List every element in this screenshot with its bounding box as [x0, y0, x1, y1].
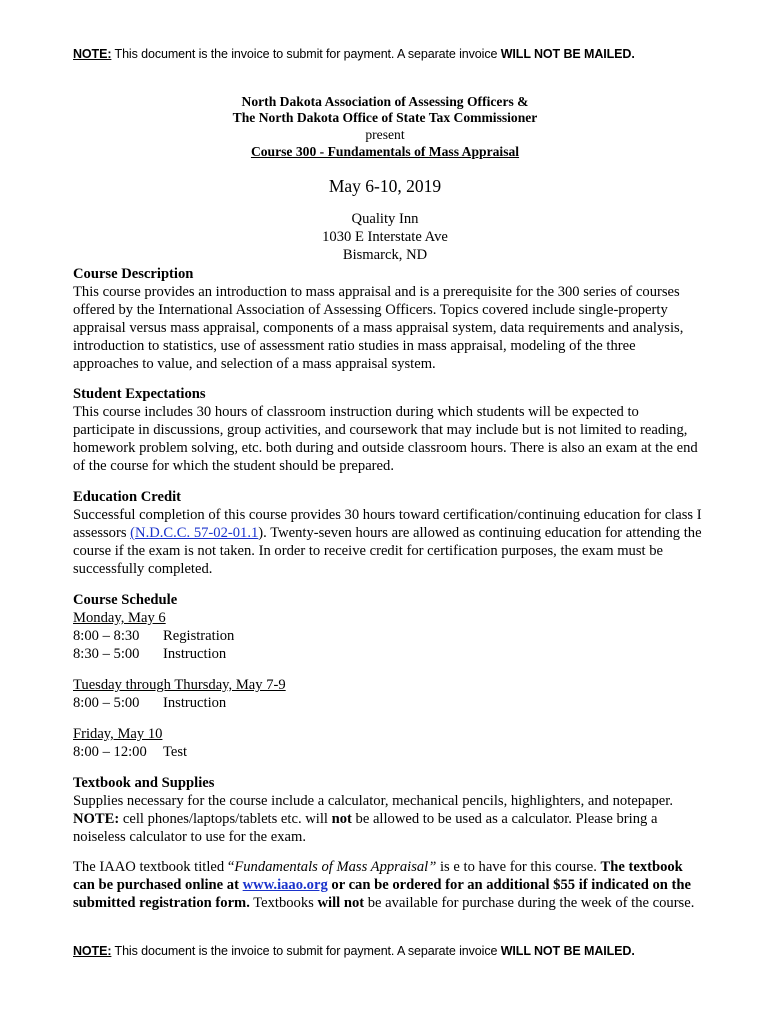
venue-name: Quality Inn [351, 211, 419, 227]
education-credit-heading: Education Credit [73, 489, 181, 505]
schedule-day-friday-block [73, 725, 703, 761]
supplies-line1: Supplies necessary for the course include a calculator, mechanical pencils, highlighters, and notepaper. [73, 793, 673, 809]
textbook-t4: be available for purchase during the week of the course. [364, 895, 695, 911]
course-description-heading: Course Description [73, 266, 194, 282]
schedule-time: 8:00 – 5:00 [73, 695, 140, 711]
textbook-t2: is e to have for this course. [436, 859, 601, 875]
supplies-note-not: not [331, 811, 352, 827]
textbook-t1: The IAAO textbook titled “ [73, 859, 235, 875]
credit-text-after: ). Twenty-seven hours are allowed as continuing education for attending the course if the exam is not taken. In order to receive credit for certification purposes, the exam must be successfully completed. [73, 525, 702, 577]
course-title-text: Course 300 - Fundamentals of Mass Appraisal [250, 144, 520, 159]
supplies-note-label: NOTE: [73, 811, 120, 827]
schedule-row [73, 694, 703, 712]
course-description-text: This course provides an introduction to mass appraisal and is a prerequisite for the 300 series of courses offered by the International Association of Assessing Officers. Topics covered include single-property appraisal versus mass appraisal, components of a mass appraisal system, data requirements and analysis, introduction to statistics, use of assessment ratio studies in mass appraisal, modeling of the three approaches to value, and selection of a mass appraisal system. [73, 284, 684, 372]
schedule-day-tue-thu-block [73, 676, 703, 712]
schedule-day-friday: Friday, May 10 [73, 726, 163, 742]
schedule-day-tue-thu: Tuesday through Thursday, May 7-9 [73, 677, 286, 693]
ndcc-link-text: N.D.C.C. 57-02-01.1 [135, 525, 259, 541]
note-label: NOTE: [73, 47, 112, 61]
invoice-note-top [73, 47, 635, 61]
schedule-item: Instruction [163, 646, 227, 662]
schedule-item: Registration [163, 628, 235, 644]
note-label: NOTE: [73, 944, 112, 958]
note-emphasis: WILL NOT BE MAILED. [500, 47, 635, 61]
schedule-time: 8:00 – 8:30 [73, 628, 140, 644]
supplies-note-a: cell phones/laptops/tablets etc. will [119, 811, 332, 827]
note-text: This document is the invoice to submit for payment. A separate invoice [114, 944, 498, 958]
header-line1: North Dakota Association of Assessing Officers & [241, 94, 529, 109]
schedule-row [73, 645, 703, 663]
course-schedule-section [73, 591, 703, 663]
textbook-title: Fundamentals of Mass Appraisal” [234, 859, 437, 875]
textbook-supplies-section [73, 774, 703, 846]
invoice-note-bottom [73, 944, 635, 958]
schedule-time: 8:00 – 12:00 [73, 744, 147, 760]
textbook-t3: Textbooks [249, 895, 318, 911]
textbook-will-not: will not [317, 895, 365, 911]
textbook-paragraph [73, 858, 703, 912]
student-expectations-text: This course includes 30 hours of classroom instruction during which students will be expected to participate in discussions, group activities, and coursework that may include but is not limited to reading, homework problem solving, etc. both during and outside classroom hours. There is also an exam at the end of the course for which the student should be prepared. [73, 404, 698, 474]
education-credit-section [73, 488, 703, 578]
textbook-text [73, 858, 703, 912]
note-emphasis: WILL NOT BE MAILED. [500, 944, 635, 958]
ndcc-link-open: ( [130, 525, 136, 541]
course-title [0, 144, 770, 160]
schedule-item: Instruction [163, 695, 227, 711]
venue-city: Bismarck, ND [342, 247, 428, 263]
note-text: This document is the invoice to submit for payment. A separate invoice [114, 47, 498, 61]
course-schedule-heading: Course Schedule [73, 592, 178, 608]
course-description-section [73, 265, 703, 373]
textbook-bold2: or can be ordered for an additional $55 if indicated on the submitted registration form. [73, 877, 692, 911]
supplies-note [73, 810, 703, 846]
header-present: present [365, 127, 405, 142]
student-expectations-heading: Student Expectations [73, 386, 206, 402]
schedule-day-monday: Monday, May 6 [73, 610, 166, 626]
header-line2: The North Dakota Office of State Tax Commissioner [232, 110, 538, 125]
education-credit-text [73, 506, 703, 578]
schedule-row [73, 627, 703, 645]
student-expectations-section [73, 385, 703, 475]
textbook-bold1: The textbook can be purchased online at [73, 859, 683, 893]
supplies-note-b: be allowed to be used as a calculator. Please bring a noiseless calculator to use for the exam. [73, 811, 658, 845]
credit-text-before: Successful completion of this course provides 30 hours toward certification/continuing education for class I assessors [73, 507, 702, 541]
schedule-row [73, 743, 703, 761]
textbook-supplies-heading: Textbook and Supplies [73, 775, 215, 791]
course-date: May 6-10, 2019 [328, 176, 442, 196]
venue-address: 1030 E Interstate Ave [322, 229, 448, 245]
schedule-item: Test [163, 744, 188, 760]
iaao-link[interactable]: www.iaao.org [242, 877, 328, 893]
ndcc-link[interactable] [130, 525, 258, 541]
schedule-time: 8:30 – 5:00 [73, 646, 140, 662]
